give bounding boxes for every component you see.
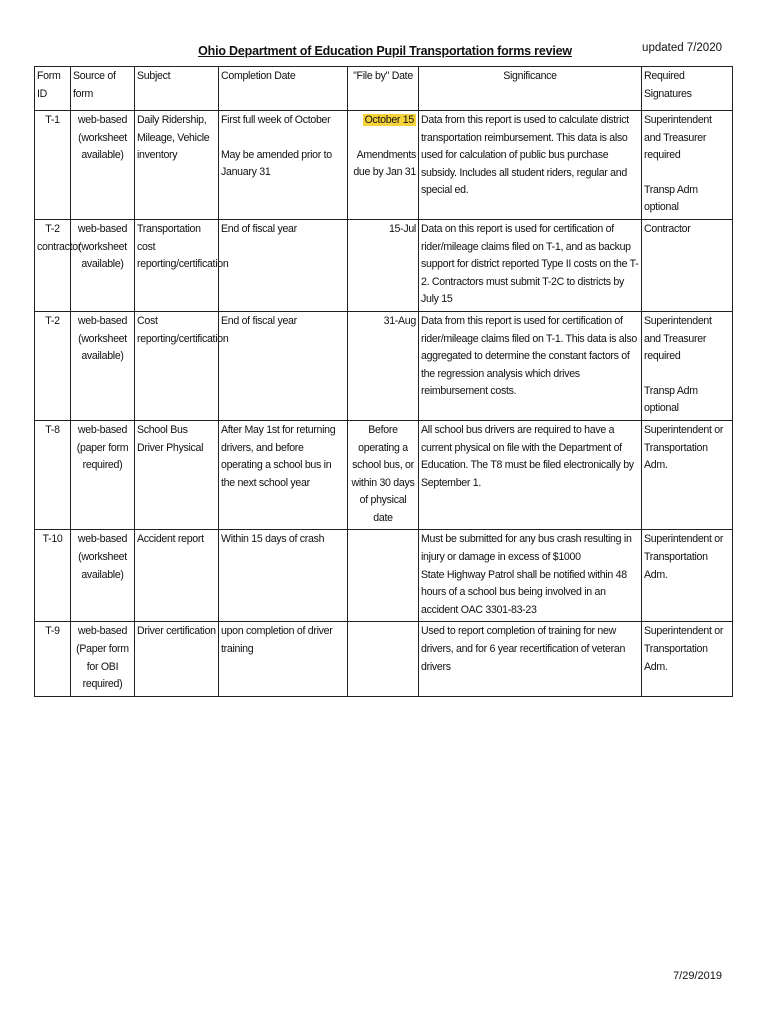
completion-cell: After May 1st for returning drivers, and before operating a school bus in the next school year [219,420,348,530]
completion-cell: upon completion of driver training [219,622,348,696]
table-header-row [35,67,733,111]
source-cell: web-based (worksheet available) [71,111,135,220]
completion-cell: End of fiscal year [219,311,348,420]
column-header-form-id: Form ID [35,67,71,111]
form-id-cell: T-1 [35,111,71,220]
column-header-required-signatures: Required Signatures [642,67,733,111]
significance-text: Must be submitted for any bus crash resulting in injury or damage in excess of $1000 [421,533,632,564]
significance-cell [419,530,642,622]
file-by-highlight: October 15 [364,114,414,126]
file-by-cell: Before operating a school bus, or within 30 days of physical date [348,420,419,530]
source-cell: web-based (worksheet available) [71,219,135,311]
signatures-cell [642,311,733,420]
completion-cell: Within 15 days of crash [219,530,348,622]
updated-date: updated 7/2020 [642,42,722,54]
column-header-source: Source of form [71,67,135,111]
file-by-cell [348,111,419,220]
subject-cell: Transportation cost reporting/certification [135,219,219,311]
signatures-text: Superintendent and Treasurer required [644,314,712,363]
form-id-cell: T-10 [35,530,71,622]
signatures-cell: Superintendent or Transportation Adm. [642,530,733,622]
form-id-cell: T-2 [35,311,71,420]
table-row [35,622,733,696]
signatures-note: Transp Adm optional [644,384,698,415]
column-header-completion-date: Completion Date [219,67,348,111]
signatures-cell: Contractor [642,219,733,311]
completion-cell [219,111,348,220]
column-header-subject: Subject [135,67,219,111]
file-by-note: Amendments due by Jan 31 [353,148,416,179]
form-id-cell: T-2 contractor [35,219,71,311]
signatures-note: Transp Adm optional [644,183,698,214]
source-cell: web-based (worksheet available) [71,530,135,622]
table-row [35,111,733,220]
table-row [35,530,733,622]
column-header-significance: Significance [419,67,642,111]
significance-cell: All school bus drivers are required to have a current physical on file with the Department of Education. The T8 must be filed electronically by September 1. [419,420,642,530]
significance-cell: Data from this report is used for certification of rider/mileage claims filed on T-1. This data is also aggregated to determine the constant factors of the regression analysis which drives reimbursement costs. [419,311,642,420]
subject-cell: Accident report [135,530,219,622]
signatures-text: Superintendent and Treasurer required [644,114,712,162]
subject-cell: Daily Ridership, Mileage, Vehicle inventory [135,111,219,220]
form-id-cell: T-8 [35,420,71,530]
footer-date: 7/29/2019 [673,970,722,982]
file-by-cell [348,530,419,622]
signatures-cell: Superintendent or Transportation Adm. [642,622,733,696]
source-cell: web-based (paper form required) [71,420,135,530]
significance-cell: Used to report completion of training for new drivers, and for 6 year recertification of veteran drivers [419,622,642,696]
column-header-file-by-date: "File by" Date [348,67,419,111]
table-row [35,219,733,311]
significance-cell: Data from this report is used to calculate district transportation reimbursement. This data is also used for calculation of public bus purchase subsidy. Includes all student riders, regular and special ed. [419,111,642,220]
significance-cell: Data on this report is used for certification of rider/mileage claims filed on T-1, and as backup support for district reported Type II costs on the T-2. Contractors must submit T-2C to districts by July 15 [419,219,642,311]
file-by-cell: 15-Jul [348,219,419,311]
forms-table [34,66,733,697]
table-row [35,420,733,530]
file-by-cell: 31-Aug [348,311,419,420]
signatures-cell: Superintendent or Transportation Adm. [642,420,733,530]
significance-note: State Highway Patrol shall be notified within 48 hours of a school bus being involved in an accident OAC 3301-83-23 [421,568,627,616]
completion-note: May be amended prior to January 31 [221,148,332,179]
subject-cell: Driver certification [135,622,219,696]
source-cell: web-based (worksheet available) [71,311,135,420]
document-title: Ohio Department of Education Pupil Transportation forms review [198,44,572,58]
completion-cell: End of fiscal year [219,219,348,311]
signatures-cell [642,111,733,220]
completion-text: First full week of October [221,114,331,126]
file-by-cell [348,622,419,696]
subject-cell: Cost reporting/certification [135,311,219,420]
source-cell: web-based (Paper form for OBI required) [71,622,135,696]
form-id-cell: T-9 [35,622,71,696]
table-row [35,311,733,420]
subject-cell: School Bus Driver Physical [135,420,219,530]
